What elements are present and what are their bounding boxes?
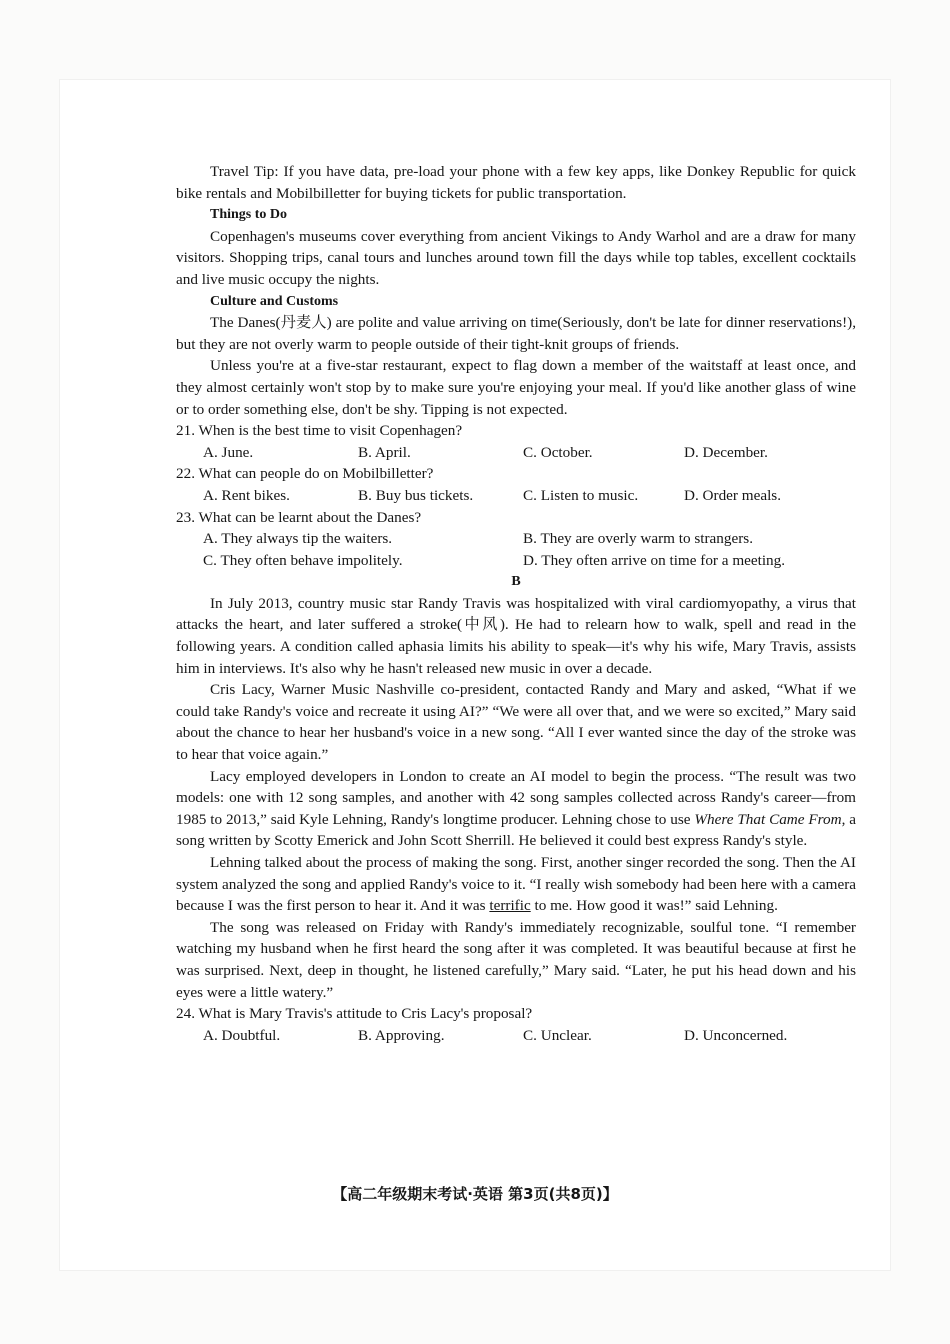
question-21: 21. When is the best time to visit Copenhagen? (176, 422, 463, 440)
option-a: A. Doubtful. (203, 1026, 281, 1044)
page-footer: 【高二年级期末考试·英语 第3页(共8页)】 (332, 1185, 618, 1203)
paragraph-text: to me. How good it was!” said Lehning. (530, 897, 778, 915)
question-23-options-row-2 (176, 550, 856, 572)
option-c: C. Listen to music. (523, 486, 639, 504)
question-24: 24. What is Mary Travis's attitude to Cris Lacy's proposal? (176, 1005, 533, 1023)
passage-b-paragraph-3 (176, 766, 856, 852)
option-d: D. Unconcerned. (684, 1026, 788, 1044)
page-content (176, 161, 856, 1046)
things-to-do-heading: Things to Do (210, 207, 288, 223)
option-d: D. December. (684, 443, 768, 461)
question-24-options (176, 1025, 856, 1047)
question-23: 23. What can be learnt about the Danes? (176, 508, 422, 526)
question-22: 22. What can people do on Mobilbilletter? (176, 465, 434, 483)
culture-paragraph-2: Unless you're at a five-star restaurant, expect to flag down a member of the waitstaff at least once, and they almost certainly won't stop by to make sure you're enjoying your meal. If you'd like another glass of wine or to order something else, don't be shy. Tipping is not expected. (176, 357, 856, 418)
section-b-label: B (511, 574, 521, 590)
passage-b-paragraph-5: The song was released on Friday with Randy's immediately recognizable, soulful tone. “I remember watching my husband when he first heard the song after it was completed. It was beautiful because at first he was surprised. Next, deep in thought, he listened carefully,” Mary said. “Later, he put his head down and his eyes were a little watery.” (176, 918, 856, 1001)
things-to-do-paragraph: Copenhagen's museums cover everything from ancient Vikings to Andy Warhol and are a draw for many visitors. Shopping trips, canal tours and lunches around town fill the days while top tables, excellent cocktails and live music occupy the nights. (176, 227, 856, 288)
paragraph-text: Lacy employed developers in London to create an AI model to begin the process. “The result was two models: one with 12 song samples, and another with 42 song samples collected across Randy's career—from 1985 to 2013,” said Kyle Lehning, Randy's longtime producer. Lehning chose to use (176, 767, 856, 828)
culture-heading: Culture and Customs (210, 293, 339, 309)
underlined-word: terrific (489, 897, 531, 915)
option-c: C. October. (523, 443, 593, 461)
passage-b-paragraph-2: Cris Lacy, Warner Music Nashville co-president, contacted Randy and Mary and asked, “What if we could take Randy's voice and recreate it using AI?” “We were all over that, and we were so excited,” Mary said about the chance to hear her husband's voice in a new song. “All I ever wanted since the day of the stroke was to hear that voice again.” (176, 681, 856, 764)
culture-paragraph-1: The Danes(丹麦人) are polite and value arriving on time(Seriously, don't be late for dinner reservations!), but they are not overly warm to people outside of their tight-knit groups of friends. (176, 314, 856, 353)
option-c: C. They often behave impolitely. (203, 551, 403, 569)
paragraph-text: , a song written by Scotty Emerick and John Scott Sherrill. He believed it could best express Randy's style. (176, 810, 856, 850)
option-d: D. Order meals. (684, 486, 781, 504)
option-b: B. They are overly warm to strangers. (523, 530, 753, 548)
option-b: B. Buy bus tickets. (358, 486, 474, 504)
option-a: A. Rent bikes. (203, 486, 290, 504)
option-d: D. They often arrive on time for a meeting. (523, 551, 786, 569)
travel-tip: Travel Tip: If you have data, pre-load your phone with a few key apps, like Donkey Republic for quick bike rentals and Mobilbilletter for buying tickets for public transportation. (176, 163, 856, 202)
paragraph-text: Lehning talked about the process of making the song. First, another singer recorded the song. Then the AI system analyzed the song and applied Randy's voice to it. “I really wish somebody had been here with a camera because I was the first person to hear it. And it was (176, 854, 856, 915)
question-22-options (176, 485, 856, 507)
option-b: B. April. (358, 443, 411, 461)
passage-b-paragraph-1: In July 2013, country music star Randy Travis was hospitalized with viral cardiomyopathy, a virus that attacks the heart, and later suffered a stroke(中风). He had to relearn how to walk, spell and read in the following years. A condition called aphasia limits his ability to speak—it's why his wife, Mary Travis, assists him in interviews. It's also why he hasn't released new music in over a decade. (176, 594, 856, 677)
passage-b-paragraph-4 (176, 852, 856, 917)
question-23-options-row-1 (176, 528, 856, 550)
option-c: C. Unclear. (523, 1026, 592, 1044)
song-title: Where That Came From (694, 810, 842, 828)
option-a: A. June. (203, 443, 254, 461)
question-21-options (176, 442, 856, 464)
option-a: A. They always tip the waiters. (203, 530, 393, 548)
option-b: B. Approving. (358, 1026, 445, 1044)
